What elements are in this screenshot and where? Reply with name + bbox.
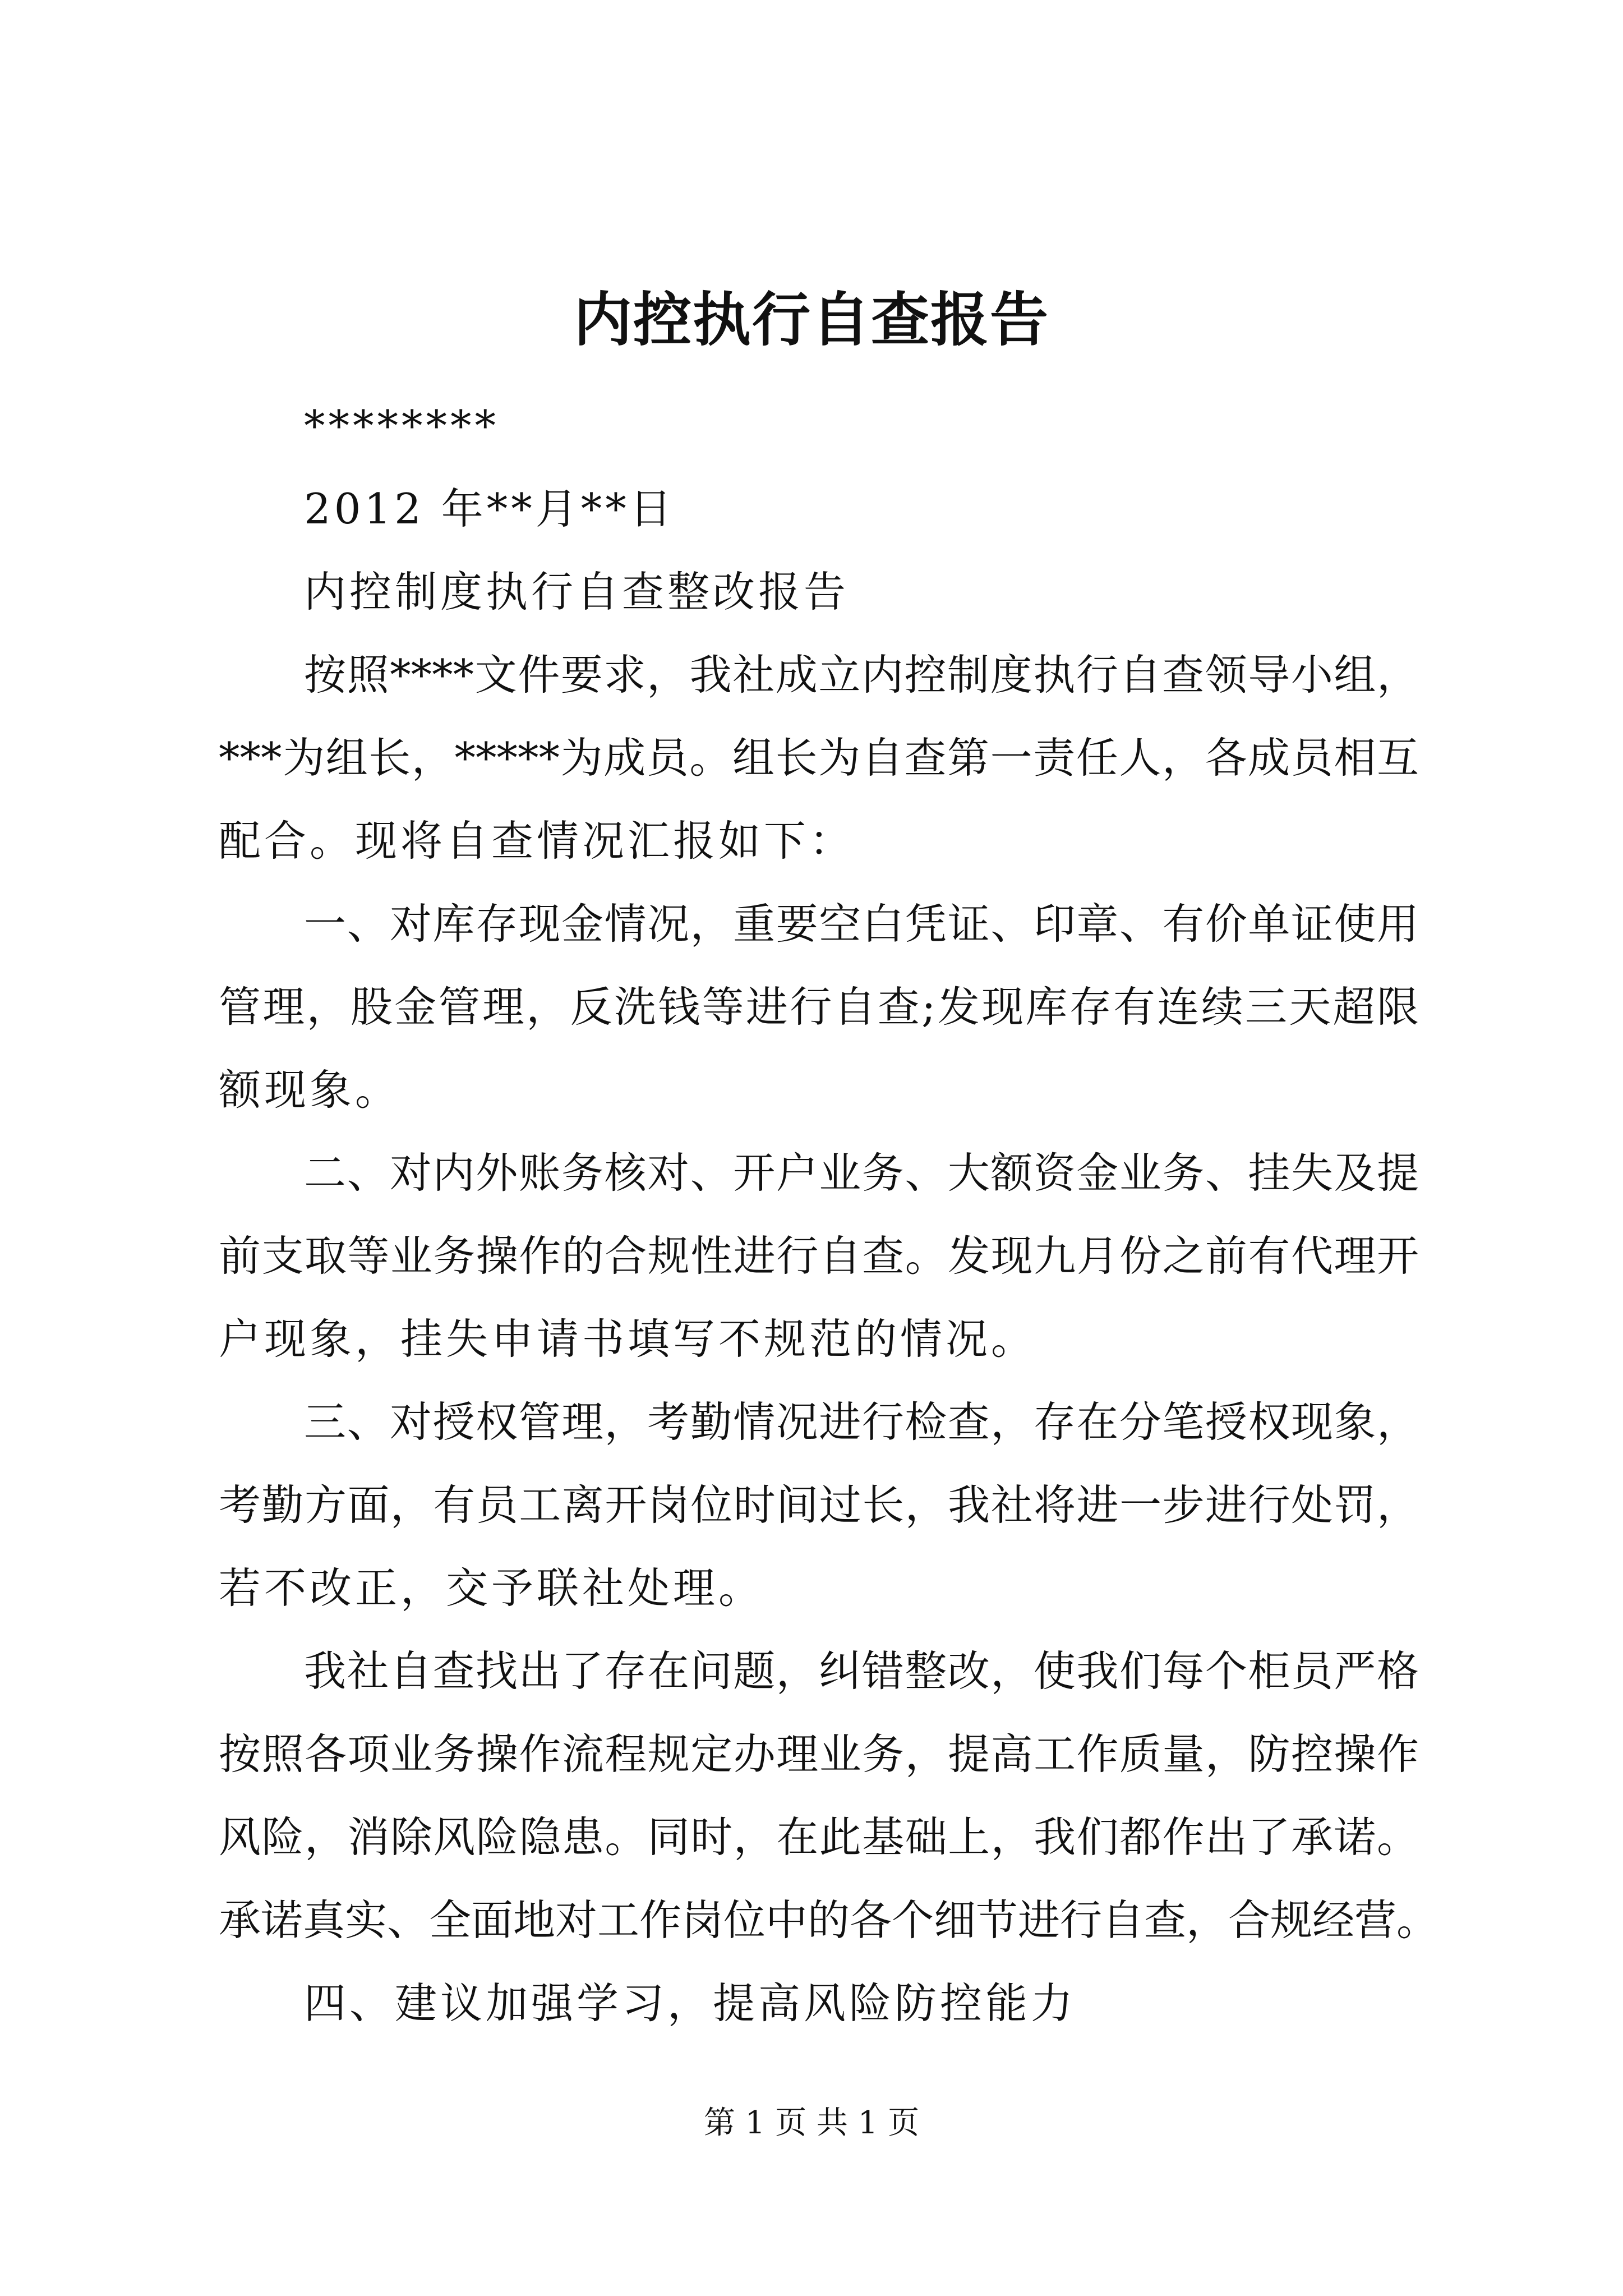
page-footer: 第 1 页 共 1 页 bbox=[703, 2105, 920, 2141]
body-line: 四、建议加强学习，提高风险防控能力 bbox=[304, 1978, 1077, 2028]
body-line: ***为组长，*****为成员。组长为自查第一责任人，各成员相互 bbox=[219, 733, 1419, 783]
body-line: 三、对授权管理，考勤情况进行检查，存在分笔授权现象， bbox=[304, 1397, 1419, 1447]
document-title: 内控执行自查报告 bbox=[573, 285, 1049, 354]
body-line: 我社自查找出了存在问题，纠错整改，使我们每个柜员严格 bbox=[304, 1646, 1419, 1696]
body-line: 配合。现将自查情况汇报如下： bbox=[219, 816, 855, 866]
body-line: ******** bbox=[304, 401, 499, 450]
body-line: 若不改正，交予联社处理。 bbox=[219, 1563, 764, 1613]
body-line: 2012 年**月**日 bbox=[304, 484, 675, 533]
body-line: 管理，股金管理，反洗钱等进行自查;发现库存有连续三天超限 bbox=[219, 982, 1419, 1032]
body-line: 一、对库存现金情况，重要空白凭证、印章、有价单证使用 bbox=[304, 899, 1419, 949]
body-line: 风险，消除风险隐患。同时，在此基础上，我们都作出了承诺。 bbox=[219, 1812, 1419, 1862]
body-line: 承诺真实、全面地对工作岗位中的各个细节进行自查，合规经营。 bbox=[219, 1895, 1439, 1945]
body-line: 前支取等业务操作的合规性进行自查。发现九月份之前有代理开 bbox=[219, 1231, 1419, 1281]
body-line: 内控制度执行自查整改报告 bbox=[304, 567, 850, 616]
body-line: 二、对内外账务核对、开户业务、大额资金业务、挂失及提 bbox=[304, 1148, 1419, 1198]
body-line: 额现象。 bbox=[219, 1065, 401, 1115]
body-line: 按照****文件要求，我社成立内控制度执行自查领导小组， bbox=[304, 650, 1419, 700]
body-line: 考勤方面，有员工离开岗位时间过长，我社将进一步进行处罚， bbox=[219, 1480, 1419, 1530]
body-line: 按照各项业务操作流程规定办理业务，提高工作质量，防控操作 bbox=[219, 1729, 1419, 1779]
document-body bbox=[219, 384, 1439, 2045]
body-line: 户现象，挂失申请书填写不规范的情况。 bbox=[219, 1314, 1037, 1364]
